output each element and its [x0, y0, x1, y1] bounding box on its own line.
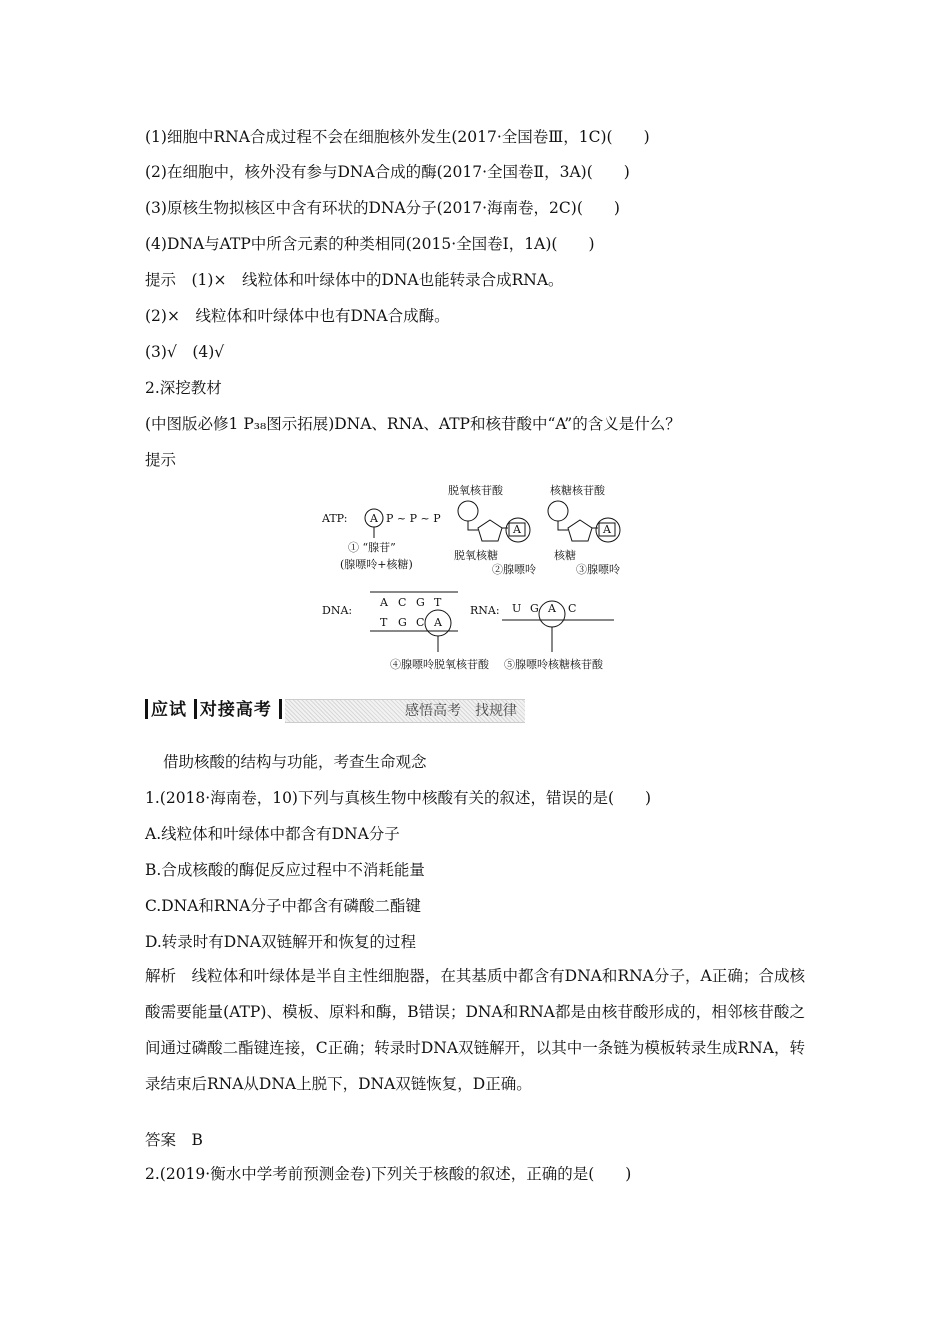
dna-top-0: A — [380, 596, 388, 609]
question-1: (1)细胞中RNA合成过程不会在细胞核外发生(2017·全国卷Ⅲ，1C)( ) — [145, 128, 650, 146]
atp-caption-1: ① “腺苷” — [348, 541, 396, 554]
option-b: B.合成核酸的酶促反应过程中不消耗能量 — [145, 861, 425, 879]
dna-label: DNA: — [322, 604, 353, 617]
exam-question-1: 1.(2018·海南卷，10)下列与真核生物中核酸有关的叙述，错误的是( ) — [145, 789, 652, 807]
dna-bottom-2: C — [416, 616, 425, 629]
question-3: (3)原核生物拟核区中含有环状的DNA分子(2017·海南卷，2C)( ) — [145, 199, 620, 217]
option-a: A.线粒体和叶绿体中都含有DNA分子 — [145, 825, 400, 843]
rna-seq-1: G — [530, 602, 539, 615]
section-question: (中图版必修1 P₃₈图示拓展)DNA、RNA、ATP和核苷酸中“A”的含义是什么？ — [145, 415, 681, 433]
ribo-sugar-label: 核糖 — [554, 549, 576, 562]
banner-strip — [285, 699, 525, 723]
section-title: 2.深挖教材 — [145, 379, 222, 397]
question-2: (2)在细胞中，核外没有参与DNA合成的酶(2017·全国卷Ⅱ，3A)( ) — [145, 163, 630, 181]
atp-A: A — [370, 512, 378, 525]
deoxy-sugar-pentagon — [478, 520, 502, 541]
hint-2: (2)× 线粒体和叶绿体中也有DNA合成酶。 — [145, 307, 450, 325]
option-d: D.转录时有DNA双链解开和恢复的过程 — [145, 933, 416, 951]
deoxy-title: 脱氧核苷酸 — [448, 484, 503, 497]
dna-top-3: T — [434, 596, 442, 609]
banner-subtitle: 感悟高考 找规律 — [405, 703, 517, 719]
analysis-paragraph: 解析 线粒体和叶绿体是半自主性细胞器，在其基质中都含有DNA和RNA分子，A正确；合成核酸需要能量(ATP)、模板、原料和酶，B错误；DNA和RNA都是由核苷酸形成的，相邻核苷酸之间通过磷酸二酯键连接，C正确；转录时DNA双链解开，以其中一条链为模板转录生成RNA，转录结束后RNA从DNA上脱下，DNA双链恢复，D正确。 — [145, 967, 805, 1093]
banner-title — [145, 696, 285, 724]
rna-caption: ⑤腺嘌呤核糖核苷酸 — [504, 658, 603, 671]
deoxy-bond-1 — [468, 521, 478, 530]
ribo-box-A: A — [603, 523, 611, 536]
rna-seq-0: U — [512, 602, 522, 615]
banner-bar-left — [145, 699, 148, 719]
exam-question-2: 2.(2019·衡水中学考前预测金卷)下列关于核酸的叙述，正确的是( ) — [145, 1165, 632, 1183]
banner-bar-mid — [194, 699, 197, 719]
ribo-base-label: ③腺嘌呤 — [576, 563, 620, 576]
deoxy-box-A: A — [513, 523, 521, 536]
banner-title-part1: 应试 — [151, 700, 187, 720]
answer: 答案 B — [145, 1131, 203, 1149]
question-4: (4)DNA与ATP中所含元素的种类相同(2015·全国卷Ⅰ，1A)( ) — [145, 235, 595, 253]
deoxy-base-label: ②腺嘌呤 — [492, 563, 536, 576]
banner-bar-right — [279, 699, 282, 719]
option-c: C.DNA和RNA分子中都含有磷酸二酯键 — [145, 897, 421, 915]
ribo-title: 核糖核苷酸 — [550, 484, 605, 497]
rna-label: RNA: — [470, 604, 500, 617]
dna-bottom-3: A — [434, 616, 442, 629]
dna-caption: ④腺嘌呤脱氧核苷酸 — [390, 658, 489, 671]
atp-phosphate-chain: P ~ P ~ P — [386, 512, 441, 525]
ribo-bond-1 — [558, 521, 568, 530]
hint-label: 提示 — [145, 451, 177, 469]
hint-1: 提示 (1)× 线粒体和叶绿体中的DNA也能转录合成RNA。 — [145, 271, 564, 289]
deoxy-phosphate — [458, 501, 478, 521]
dna-top-1: C — [398, 596, 407, 609]
nucleic-acid-diagram — [318, 480, 638, 680]
ribo-phosphate — [548, 501, 568, 521]
rna-seq-3: C — [568, 602, 577, 615]
atp-label: ATP: — [322, 512, 348, 525]
atp-caption-2: (腺嘌呤+核糖) — [340, 558, 413, 571]
exam-theme: 借助核酸的结构与功能，考查生命观念 — [163, 753, 427, 771]
dna-bottom-1: G — [398, 616, 407, 629]
dna-bottom-0: T — [380, 616, 388, 629]
hint-3: (3)√ (4)√ — [145, 343, 225, 361]
section-banner — [145, 696, 525, 724]
rna-seq-2: A — [548, 602, 556, 615]
deoxy-sugar-label: 脱氧核糖 — [454, 549, 498, 562]
banner-title-part2: 对接高考 — [199, 700, 272, 720]
dna-top-2: G — [416, 596, 425, 609]
ribo-sugar-pentagon — [568, 520, 592, 541]
